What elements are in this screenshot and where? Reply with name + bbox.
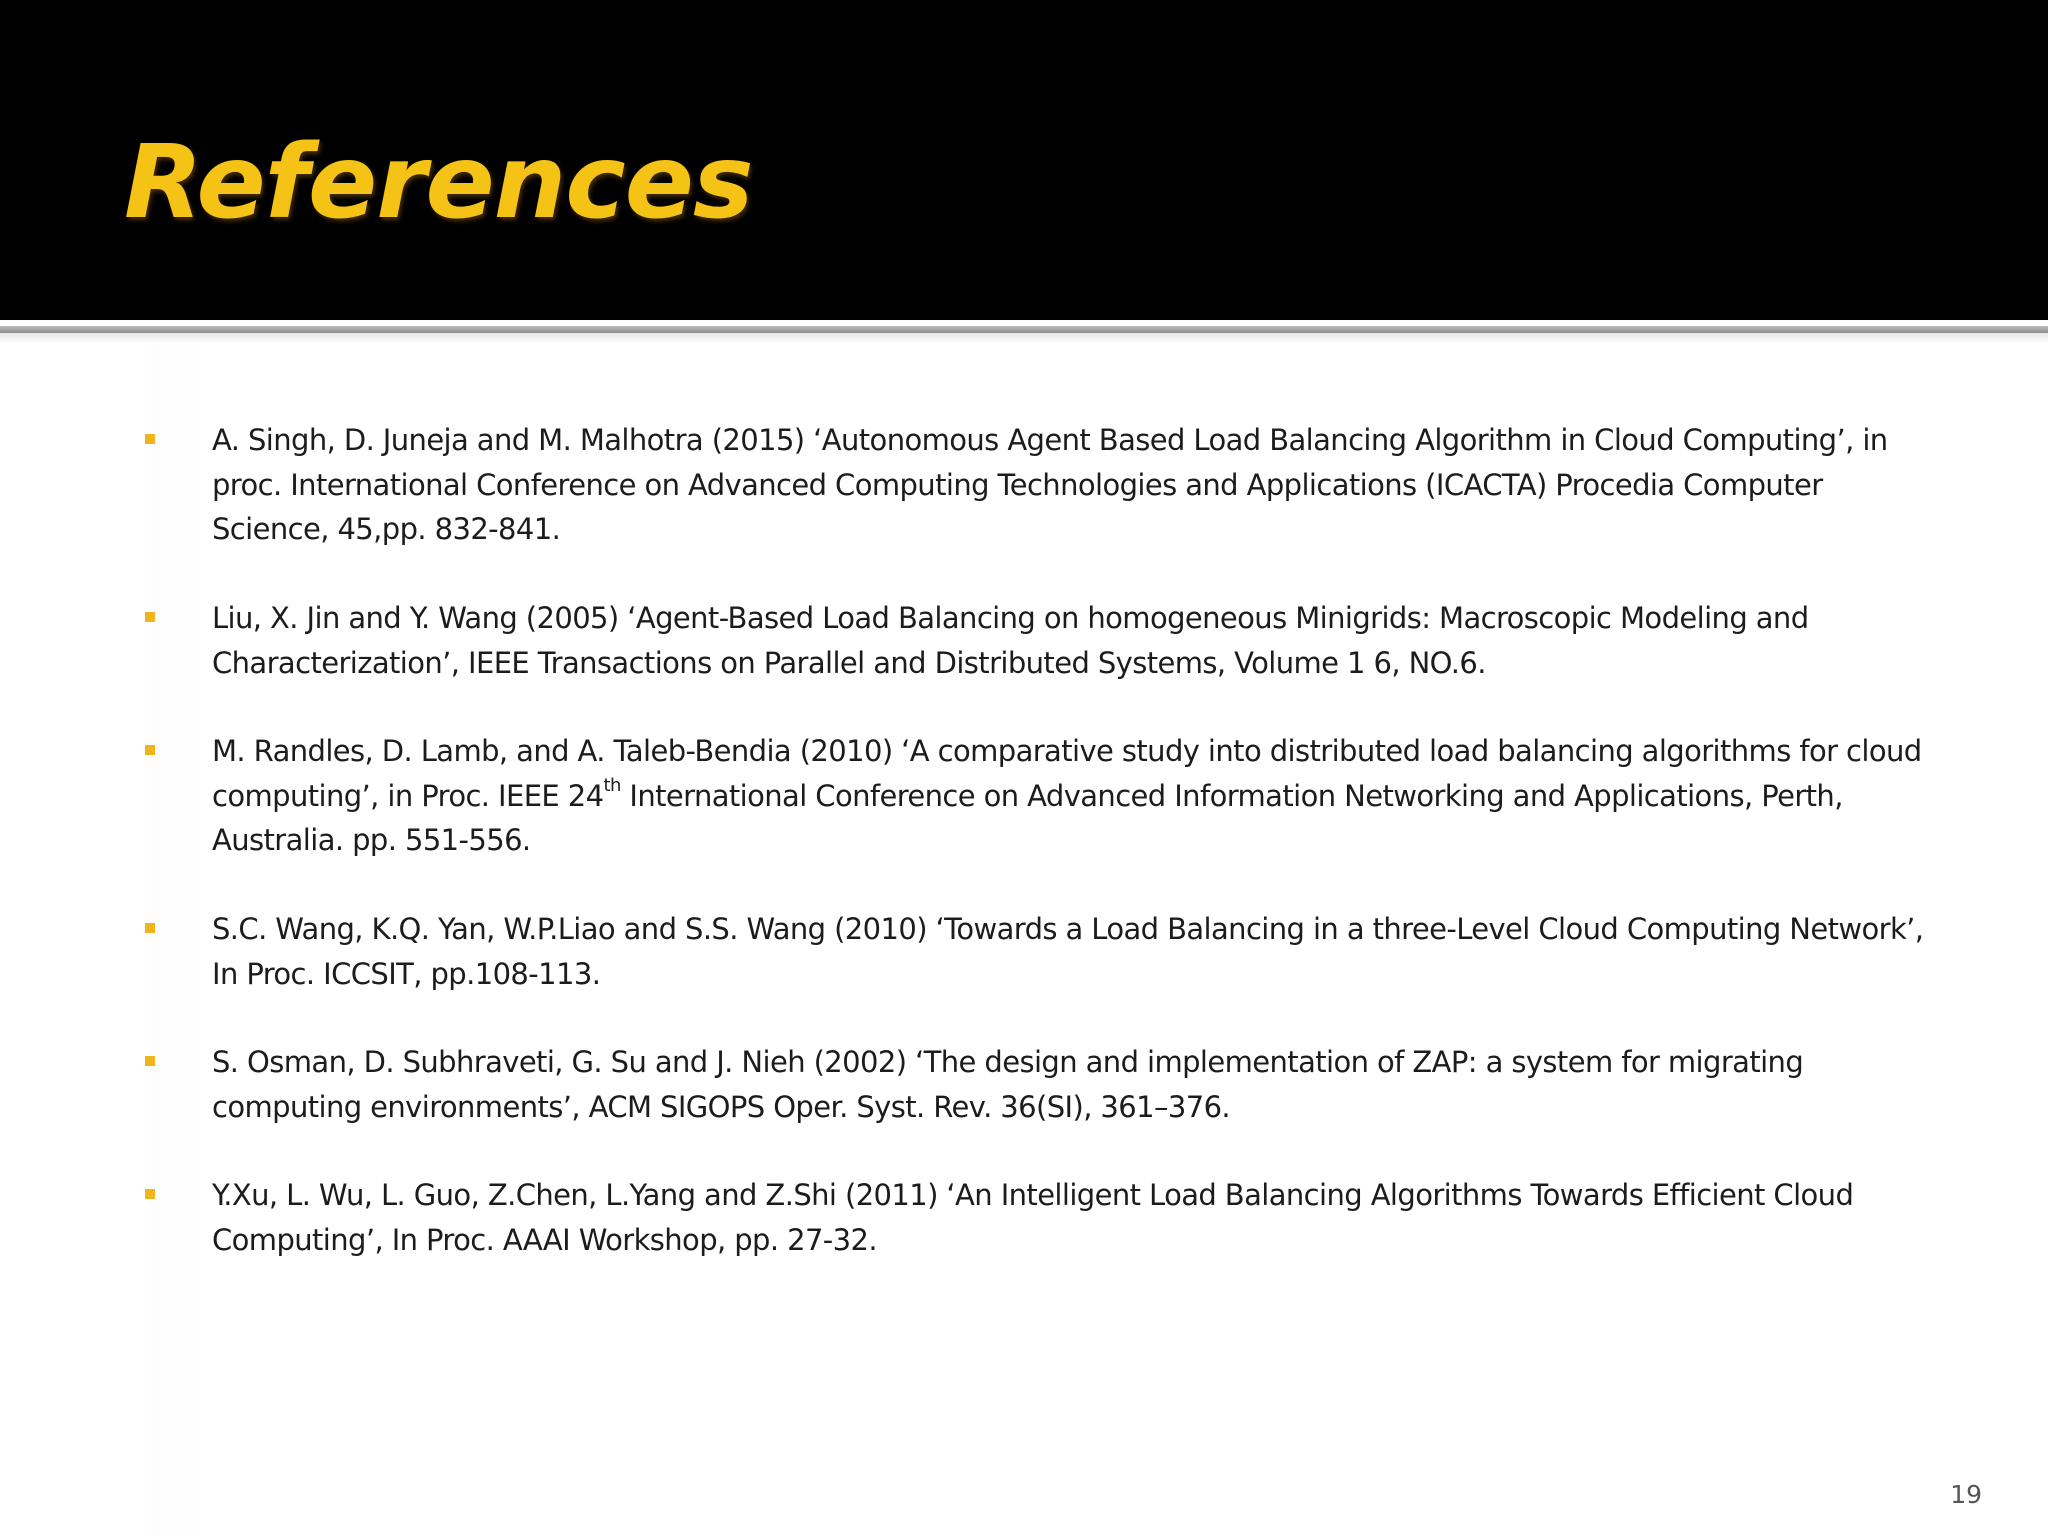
reference-item <box>212 907 1932 996</box>
reference-text: Y.Xu, L. Wu, L. Guo, Z.Chen, L.Yang and Z.Shi (2011) ‘An Intelligent Load Balancing Algorithms Towards Efficient Cloud Computing’, In Proc. AAAI Workshop, pp. 27-32. <box>212 1178 1854 1257</box>
reference-item <box>212 596 1932 685</box>
page-number: 19 <box>1950 1480 1982 1509</box>
reference-text: A. Singh, D. Juneja and M. Malhotra (2015) ‘Autonomous Agent Based Load Balancing Algorithm in Cloud Computing’, in proc. International Conference on Advanced Computing Technologies and Applications (ICACTA) Procedia Computer Science, 45,pp. 832-841. <box>212 423 1888 546</box>
slide-title: References <box>124 123 753 242</box>
reference-item <box>212 418 1932 552</box>
reference-item <box>212 1040 1932 1129</box>
title-divider <box>0 326 2048 333</box>
title-bar <box>0 0 2048 320</box>
reference-text: S. Osman, D. Subhraveti, G. Su and J. Nieh (2002) ‘The design and implementation of ZAP: a system for migrating computing environments’, ACM SIGOPS Oper. Syst. Rev. 36(SI), 361–376. <box>212 1045 1804 1124</box>
bullet-square-icon <box>145 745 155 755</box>
bullet-square-icon <box>145 923 155 933</box>
reference-text: Liu, X. Jin and Y. Wang (2005) ‘Agent-Based Load Balancing on homogeneous Minigrids: Macroscopic Modeling and Characterization’, IEEE Transactions on Parallel and Distributed Systems, Volume 1 6, NO.6. <box>212 601 1809 680</box>
reference-text: S.C. Wang, K.Q. Yan, W.P.Liao and S.S. Wang (2010) ‘Towards a Load Balancing in a three-Level Cloud Computing Network’, In Proc. ICCSIT, pp.108-113. <box>212 912 1924 991</box>
bullet-square-icon <box>145 1056 155 1066</box>
reference-item <box>212 1173 1932 1262</box>
content-margin-shade <box>150 345 210 1536</box>
bullet-square-icon <box>145 612 155 622</box>
title-divider-shadow <box>0 333 2048 343</box>
reference-text: M. Randles, D. Lamb, and A. Taleb-Bendia (2010) ‘A comparative study into distributed load balancing algorithms for cloud computing’, in Proc. IEEE 24th International Conference on Advanced Information Networking and Applications, Perth, Australia. pp. 551-556. <box>212 734 1922 857</box>
bullet-square-icon <box>145 1189 155 1199</box>
bullet-square-icon <box>145 434 155 444</box>
reference-item <box>212 729 1932 863</box>
